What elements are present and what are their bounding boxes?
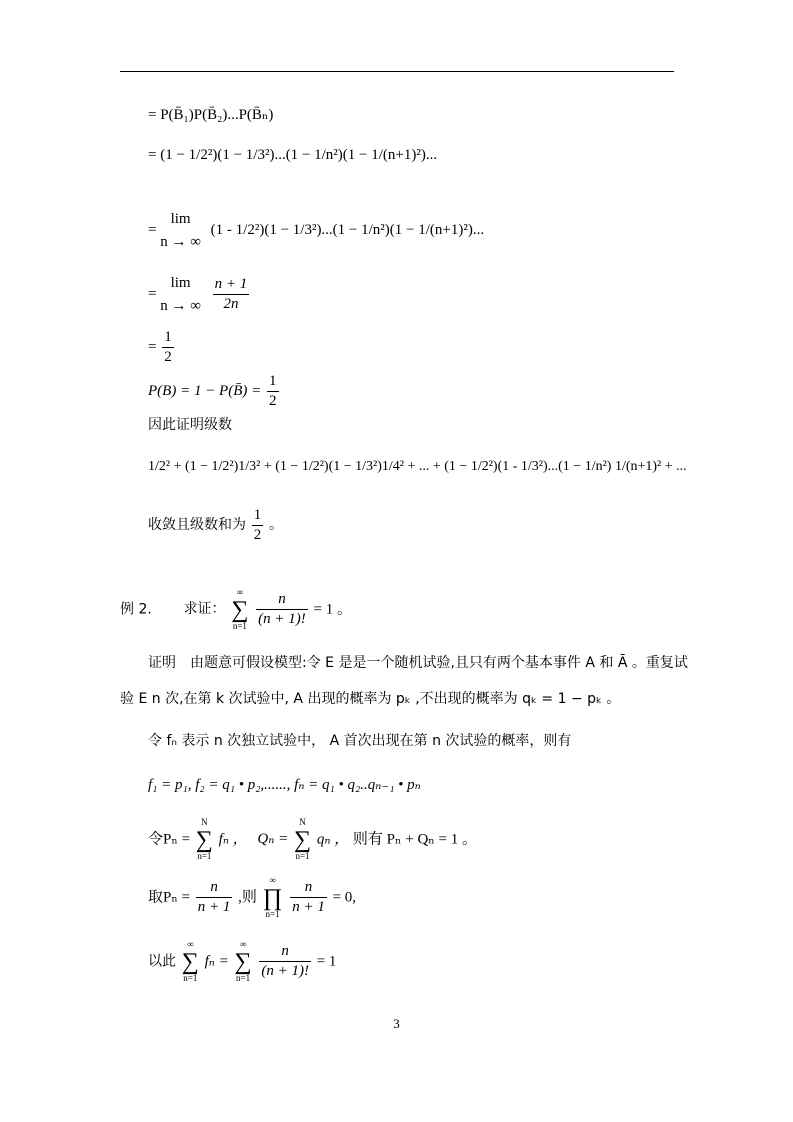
example-2: 例 2. 求证： ∞ ∑ n=1 $\frac{n}{(n + 1)!}$ = 1 。	[120, 587, 352, 631]
eq-line-2	[148, 148, 437, 163]
fraction: $\frac{n}{n + 1}$	[292, 879, 325, 916]
fraction: $\frac{n}{(n + 1)!}$	[258, 591, 306, 628]
proof-line-1: 证明 由题意可假设模型:令 E 是是一个随机试验,且只有两个基本事件 A 和 Ā 。重复试	[148, 655, 688, 671]
text-since: 因此证明级数	[148, 417, 232, 433]
product-operator: ∞ ∏ n=1	[262, 875, 283, 919]
eq-line-1	[148, 108, 273, 123]
converge-line: 收敛且级数和为 $\frac{1}{2}$ 。	[148, 507, 283, 543]
proof-line-2: 验 E n 次,在第 k 次试验中, A 出现的概率为 pₖ ,不出现的概率为 qₖ = 1 − pₖ 。	[120, 691, 621, 707]
fraction: $\frac{n}{n + 1}$	[197, 879, 231, 916]
fraction: $\frac{n + 1}{2n}$	[214, 276, 248, 312]
fn-definition: 令 fₙ 表示 n 次独立试验中， A 首次出现在第 n 次试验的概率，则有	[148, 733, 572, 749]
fraction: $\frac{1}{2}$	[269, 373, 277, 409]
header-rule	[120, 71, 674, 72]
take-pn-line: 取Pₙ = $\frac{n}{n + 1}$ ,则 ∞ ∏ n=1 $\frac{n}{n + 1}$ = 0,	[148, 875, 357, 919]
limit-operator: lim n → ∞	[160, 211, 201, 250]
fraction: $\frac{n}{(n + 1)!}$	[261, 943, 309, 980]
pn-line: 令Pₙ = N ∑ n=1 fₙ ， Qₙ = N ∑ n=1 qₙ ， 则有 Pₙ + Qₙ = 1 。	[148, 817, 477, 861]
fraction: $\frac{1}{2}$	[253, 507, 262, 543]
eq-line-5: = $\frac{1}{2}$	[148, 329, 172, 365]
limit-operator: lim n → ∞	[160, 275, 201, 314]
f-formula: f₁ = p₁, f₂ = q₁ • p₂,......, fₙ = q₁ • q₂..qₙ₋₁ • pₙ	[148, 777, 421, 793]
eq-line-4: = lim n → ∞ $\frac{n + 1}{2n}$	[148, 272, 251, 317]
eq-text: = (1 − 1/2²)(1 − 1/3²)...(1 − 1/n²)(1 − 1/(n+1)²)...	[148, 147, 438, 163]
sum-operator: N ∑ n=1	[195, 817, 213, 861]
sum-operator: ∞ ∑ n=1	[231, 587, 249, 631]
eq-text: (1 - 1/2²)(1 − 1/3²)...(1 − 1/n²)(1 − 1/(n+1)²)...	[210, 221, 485, 238]
fraction: $\frac{1}{2}$	[164, 329, 172, 365]
eq-text: = P(B̄₁)P(B̄₂)...P(B̄ₙ)	[148, 107, 274, 123]
hence-line: 以此 ∞ ∑ n=1 fₙ = ∞ ∑ n=1 $\frac{n}{(n + 1)!}$ = 1	[148, 939, 337, 983]
eq-line-3: = lim n → ∞ (1 - 1/2²)(1 − 1/3²)...(1 − 1/n²)(1 − 1/(n+1)²)...	[148, 208, 484, 253]
sum-operator: N ∑ n=1	[293, 817, 312, 861]
sum-operator: ∞ ∑ n=1	[234, 939, 252, 983]
series-line: 1/2² + (1 − 1/2²)1/3² + (1 − 1/2²)(1 − 1/3²)1/4² + ... + (1 − 1/2²)(1 - 1/3²)...(1 − 1/n²) 1/(n+1)² + ...	[148, 459, 687, 474]
sum-operator: ∞ ∑ n=1	[181, 939, 199, 983]
example-label: 例 2.	[120, 601, 152, 618]
eq-line-6: P(B) = 1 − P(B̄) = $\frac{1}{2}$	[148, 373, 277, 409]
page-number: 3	[393, 1016, 400, 1031]
